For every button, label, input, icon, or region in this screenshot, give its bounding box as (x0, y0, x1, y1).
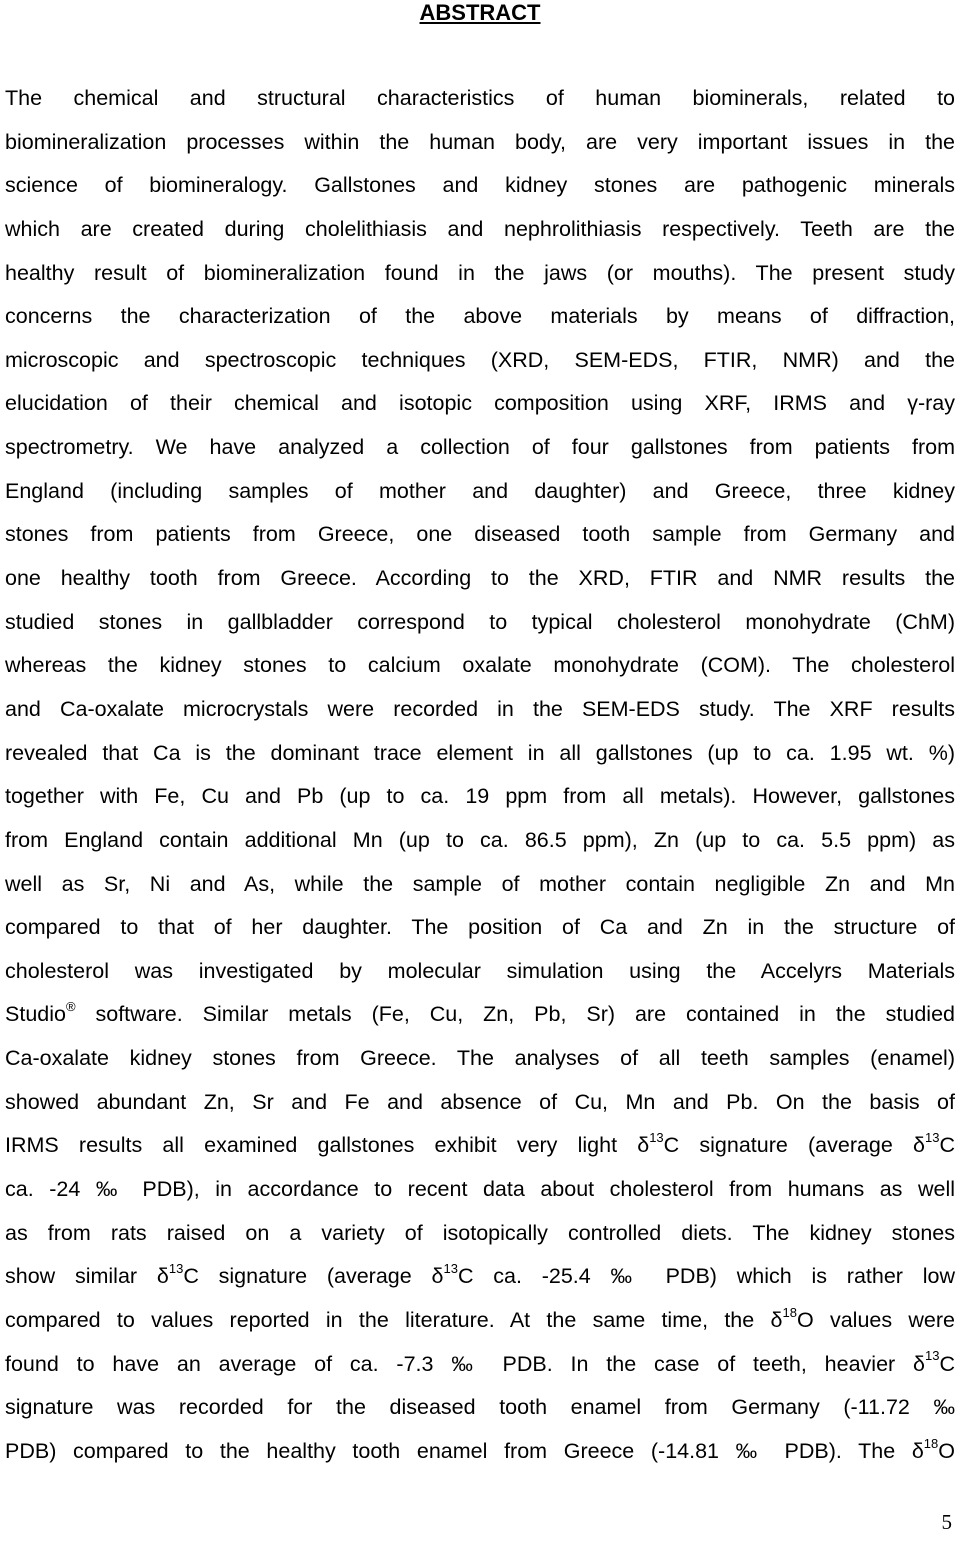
text-line (5, 557, 955, 601)
superscript: 18 (923, 1435, 939, 1451)
text-line (5, 208, 955, 252)
text-segment: C (939, 1133, 955, 1158)
text-line (5, 339, 955, 383)
text-segment: showed abundant Zn, Sr and Fe and absence of Cu, Mn and Pb. On the basis of (5, 1089, 955, 1114)
text-line (5, 1430, 955, 1474)
superscript: 13 (168, 1261, 184, 1277)
text-line (5, 1255, 955, 1299)
text-line (5, 252, 955, 296)
text-segment: studied stones in gallbladder correspond to typical cholesterol monohydrate (ChM) (5, 609, 955, 634)
text-segment: England (including samples of mother and daughter) and Greece, three kidney (5, 478, 955, 503)
text-segment: healthy result of biomineralization found in the jaws (or mouths). The present study (5, 260, 955, 285)
text-line (5, 121, 955, 165)
text-line (5, 863, 955, 907)
superscript: 13 (649, 1130, 664, 1146)
text-line (5, 950, 955, 994)
text-line (5, 1168, 955, 1212)
text-segment: microscopic and spectroscopic techniques (XRD, SEM-EDS, FTIR, NMR) and the (5, 347, 955, 372)
text-segment: O (938, 1438, 955, 1463)
text-line (5, 993, 955, 1037)
text-line (5, 1037, 955, 1081)
text-segment: compared to values reported in the literature. At the same time, the δ (5, 1307, 783, 1332)
text-segment: cholesterol was investigated by molecular simulation using the Accelyrs Materials (5, 958, 955, 983)
text-segment: Ca-oxalate kidney stones from Greece. The analyses of all teeth samples (enamel) (5, 1046, 955, 1071)
text-segment: found to have an average of ca. -7.3 ‰ PDB. In the case of teeth, heavier δ (5, 1351, 925, 1376)
text-line (5, 819, 955, 863)
text-segment: software. Similar metals (Fe, Cu, Zn, Pb, Sr) are contained in the studied (75, 1002, 955, 1027)
page-number: 5 (941, 1510, 952, 1534)
text-segment: ca. -24 ‰ PDB), in accordance to recent data about cholesterol from humans as well (5, 1177, 955, 1202)
superscript: 13 (443, 1261, 458, 1277)
text-segment: C signature (average δ (663, 1133, 925, 1158)
text-line (5, 1343, 955, 1387)
text-line (5, 644, 955, 688)
text-segment: from England contain additional Mn (up to ca. 86.5 ppm), Zn (up to ca. 5.5 ppm) as (5, 827, 955, 852)
text-line (5, 906, 955, 950)
text-segment: compared to that of her daughter. The position of Ca and Zn in the structure of (5, 915, 955, 940)
text-segment: The chemical and structural characteristics of human biominerals, related to (5, 86, 955, 110)
text-line (5, 1299, 955, 1343)
text-line (5, 426, 955, 470)
text-segment: elucidation of their chemical and isotopic composition using XRF, IRMS and γ-ray (5, 391, 955, 416)
text-line (5, 1386, 955, 1430)
text-line (5, 1081, 955, 1125)
text-segment: concerns the characterization of the above materials by means of diffraction, (5, 304, 955, 329)
text-line (5, 688, 955, 732)
superscript: 13 (925, 1348, 940, 1364)
text-segment: as from rats raised on a variety of isotopically controlled diets. The kidney stones (5, 1220, 955, 1245)
text-segment: well as Sr, Ni and As, while the sample of mother contain negligible Zn and Mn (5, 871, 955, 896)
text-segment: revealed that Ca is the dominant trace element in all gallstones (up to ca. 1.95 wt. %) (5, 740, 955, 765)
text-segment: Studio (5, 1002, 66, 1027)
heading-text: ABSTRACT (419, 0, 541, 25)
text-segment: C ca. -25.4 ‰ PDB) which is rather low (457, 1264, 956, 1289)
text-segment: biomineralization processes within the human body, are very important issues in the (5, 129, 955, 154)
text-line (5, 164, 955, 208)
text-line (5, 470, 955, 514)
text-line (5, 295, 955, 339)
text-segment: O values were (796, 1307, 955, 1332)
text-line (5, 1212, 955, 1256)
section-heading (0, 0, 960, 26)
superscript: ® (65, 999, 76, 1015)
text-segment: together with Fe, Cu and Pb (up to ca. 19 ppm from all metals). However, gallstones (5, 784, 955, 809)
text-segment: C signature (average δ (183, 1264, 444, 1289)
text-segment: PDB) compared to the healthy tooth enamel from Greece (-14.81 ‰ PDB). The δ (5, 1438, 924, 1463)
text-line (5, 513, 955, 557)
text-line (5, 77, 955, 121)
superscript: 18 (782, 1304, 797, 1320)
abstract-body (5, 77, 955, 1474)
text-line (5, 732, 955, 776)
text-segment: signature was recorded for the diseased tooth enamel from Germany (-11.72 ‰ (5, 1395, 955, 1420)
text-line (5, 601, 955, 645)
text-segment: stones from patients from Greece, one diseased tooth sample from Germany and (5, 522, 955, 547)
superscript: 13 (925, 1130, 940, 1146)
text-segment: which are created during cholelithiasis and nephrolithiasis respectively. Teeth are the (5, 216, 955, 241)
text-segment: C (939, 1351, 955, 1376)
text-line (5, 775, 955, 819)
text-segment: IRMS results all examined gallstones exhibit very light δ (5, 1133, 650, 1158)
text-segment: and Ca-oxalate microcrystals were recorded in the SEM-EDS study. The XRF results (5, 696, 955, 721)
text-segment: one healthy tooth from Greece. According to the XRD, FTIR and NMR results the (5, 566, 955, 591)
text-segment: show similar δ (5, 1264, 169, 1289)
text-segment: spectrometry. We have analyzed a collection of four gallstones from patients from (5, 435, 955, 460)
text-segment: science of biomineralogy. Gallstones and kidney stones are pathogenic minerals (5, 173, 955, 198)
text-line (5, 1124, 955, 1168)
text-segment: whereas the kidney stones to calcium oxalate monohydrate (COM). The cholesterol (5, 653, 955, 678)
text-line (5, 382, 955, 426)
